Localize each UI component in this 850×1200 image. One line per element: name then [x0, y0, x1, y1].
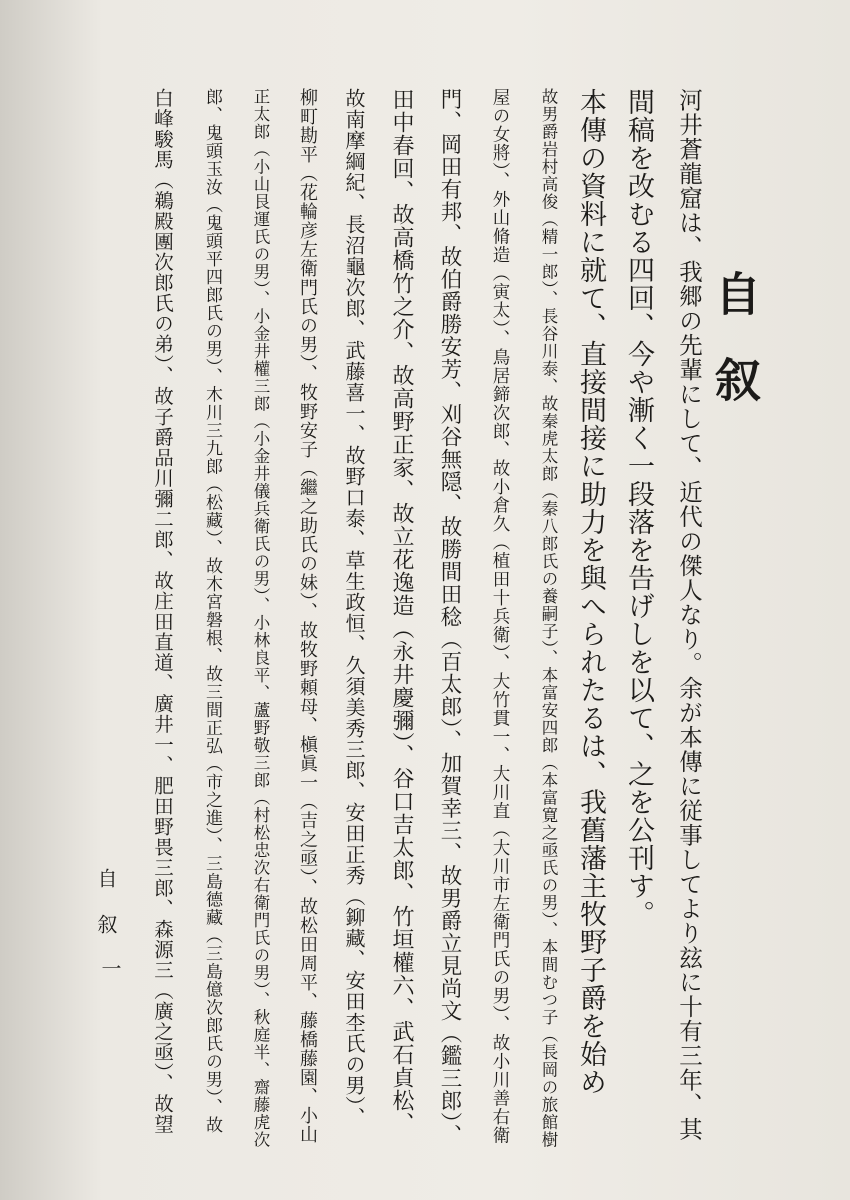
page-number: 一 [98, 958, 122, 978]
text-column-6 [439, 88, 461, 1147]
text-column-3-content: 本傳の資料に就て、直接間接に助力を與へられたるは、我舊藩主牧野子爵を始め [575, 88, 606, 1096]
text-column-7-content: 田中春回、故高橋竹之介、故高野正家、故立花逸造（永井慶彌）、谷口吉太郎、竹垣權六、武石貞松、 [389, 88, 414, 1135]
text-column-11 [203, 88, 220, 1134]
text-column-7 [390, 88, 412, 1135]
text-column-2 [625, 88, 652, 928]
text-column-5 [491, 88, 509, 1145]
text-column-9 [298, 88, 316, 1144]
text-column-3 [577, 88, 604, 1096]
text-column-8 [344, 88, 364, 1128]
text-column-11-content: 郎、鬼頭玉汝（鬼頭平四郎氏の男）、木川三九郎（松藏）、故木宮磐根、故三間正弘（市之進）、三島德藏（三島億次郎氏の男）、故 [202, 88, 222, 1134]
text-column-6-content: 門、岡田有邦、故伯爵勝安芳、刈谷無隠、故勝間田稔（百太郎）、加賀幸三、故男爵立見尚文（鑑三郎）、 [437, 88, 462, 1147]
text-column-10-content: 正太郎（小山艮運氏の男）、小金井權三郎（小金井儀兵衛氏の男）、小林良平、蘆野敬三郎（村松忠次右衛門氏の男）、秋庭半、齋藤虎次 [251, 88, 270, 1149]
text-column-9-content: 柳町勘平（花輪彦左衛門氏の男）、牧野安子（繼之助氏の妹）、故牧野頼母、槇眞一（吉之亟）、故松田周平、藤橋藤園、小山 [297, 88, 318, 1144]
text-column-8-content: 故南摩綱紀、長沼龜次郎、武藤喜一、故野口泰、草生政恒、久須美秀三郎、安田正秀（鉚藏、安田杢氏の男）、 [342, 88, 366, 1128]
text-column-1 [677, 88, 701, 1142]
page-title: 自叙 [708, 270, 762, 442]
text-column-10 [252, 88, 269, 1148]
text-column-12-content: 白峰駿馬（鵜殿團次郎氏の弟）、故子爵品川彌二郎、故庄田直道、廣井一、肥田野畏三郎、森源三（廣之亟）、故望 [151, 88, 174, 1135]
text-column-12 [153, 88, 173, 1135]
text-column-2-content: 間稿を改むる四回、今や漸く一段落を告げしを以て、之を公刊す。 [623, 88, 654, 928]
running-head: 自叙 [94, 868, 118, 960]
text-column-5-content: 屋の女將）、外山脩造（寅太）、鳥居鍗次郎、故小倉久（植田十兵衛）、大竹貫一、大川直（大川市左衛門氏の男）、故小川善右衛 [490, 88, 510, 1145]
text-column-4-content: 故男爵岩村高俊（精一郎）、長谷川泰、故秦虎太郎（秦八郎氏の養嗣子）、本富安四郎（本富寛之亟氏の男）、本間むつ子（長岡の旅館樹 [539, 88, 558, 1149]
text-column-4 [540, 88, 557, 1148]
text-column-1-content: 河井蒼龍窟は、我郷の先輩にして、近代の傑人なり。余が本傳に従事してより玆に十有三年、其 [675, 88, 703, 1142]
